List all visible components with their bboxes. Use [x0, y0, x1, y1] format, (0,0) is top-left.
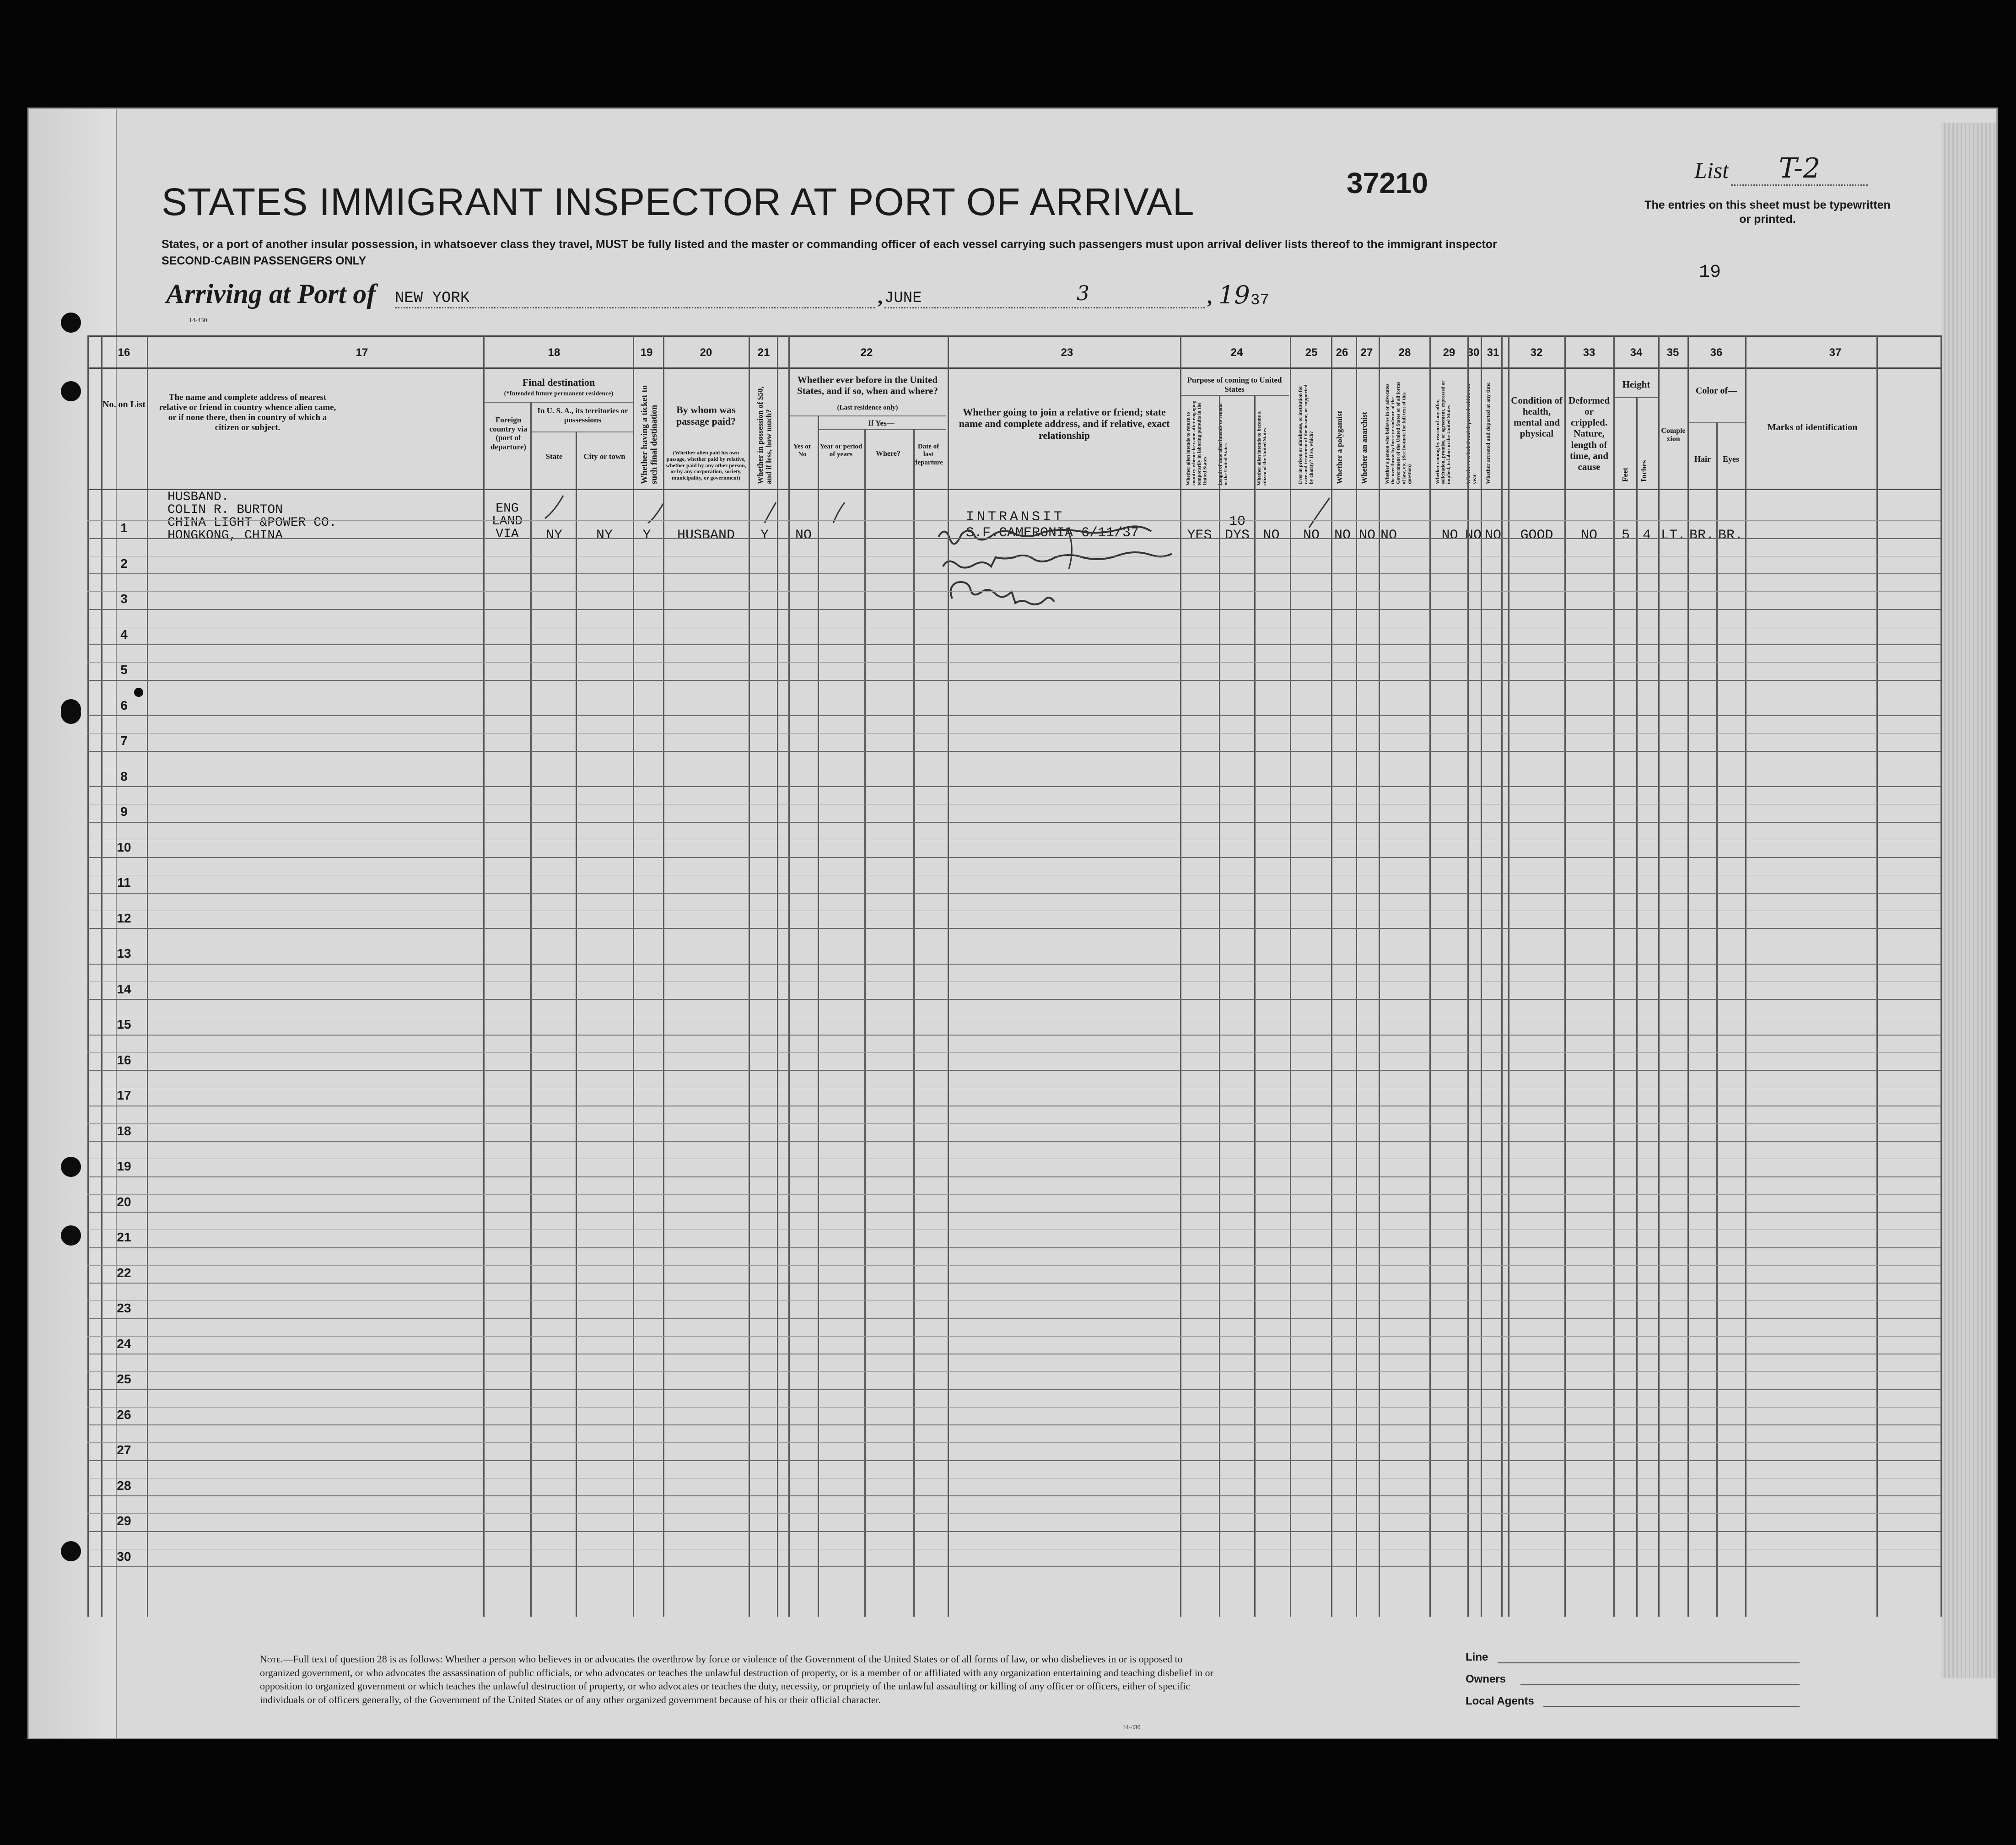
- grid-row-line: [87, 786, 1941, 787]
- col-num-21: 21: [757, 346, 770, 359]
- row-number: 8: [120, 769, 128, 783]
- header-height: Height: [1622, 379, 1650, 390]
- header-where: Where?: [876, 450, 900, 458]
- hair-value: BR.: [1689, 528, 1714, 543]
- row-number: 21: [117, 1230, 131, 1244]
- grid-row-rule: [87, 520, 1941, 521]
- feet-value: 5: [1621, 528, 1630, 543]
- header-yes-no: Yes or No: [793, 443, 812, 459]
- header-foreign-country: Foreign country via (port of departure): [489, 415, 528, 451]
- row-number: 1: [120, 521, 128, 535]
- grid-row-line: [87, 1212, 1941, 1213]
- grid-row-line: [87, 893, 1941, 894]
- row-number: 27: [117, 1443, 131, 1457]
- header-overthrow: Whether a person who believes in or advocates the overthrow by force or violence of the Government of the United States or of all forms of law, etc. (See footnote for full text of this question): [1385, 382, 1412, 484]
- header-arrested: Whether arrested and deported at any time: [1485, 382, 1491, 484]
- row-number: 3: [120, 592, 128, 606]
- offer-value: NO: [1441, 528, 1458, 543]
- ticket-value: Y: [642, 528, 651, 543]
- row-number: 29: [117, 1514, 131, 1528]
- row-number: 25: [117, 1372, 131, 1386]
- eyes-value: BR.: [1718, 528, 1743, 543]
- row-number: 22: [117, 1265, 131, 1280]
- line-signature-rule: [1498, 1662, 1800, 1663]
- row-number: 10: [117, 840, 131, 854]
- sheet-number: 19: [1699, 262, 1721, 283]
- col-num-27: 27: [1360, 346, 1373, 359]
- grid-row-line: [87, 1035, 1941, 1036]
- col-num-37: 37: [1829, 346, 1842, 359]
- typewritten-note: The entries on this sheet must be typewritten or printed.: [1644, 199, 1891, 226]
- row-number: 2: [120, 556, 128, 571]
- col-num-22: 22: [860, 346, 873, 359]
- grid-column-line: [1254, 395, 1256, 1617]
- year-suffix: 37: [1251, 292, 1269, 309]
- page-edges: [1941, 123, 1996, 1678]
- tick-mark: [540, 491, 595, 523]
- col-num-17: 17: [356, 346, 368, 359]
- header-feet: Feet: [1621, 467, 1629, 482]
- form-title: STATES IMMIGRANT INSPECTOR AT PORT OF ARRIVAL: [162, 180, 1195, 223]
- grid-row-line: [87, 857, 1941, 858]
- grid-column-line: [913, 429, 915, 1617]
- relative-address: [167, 491, 337, 542]
- grid-row-line: [87, 573, 1941, 574]
- grid-row-line: [87, 964, 1941, 965]
- fifty-value: Y: [760, 528, 769, 543]
- header-final-sublabel: (*Intended future permanent residence): [504, 390, 614, 397]
- col-num-25: 25: [1305, 346, 1318, 359]
- day-value: 3: [1077, 282, 1089, 305]
- grid-row-rule: [87, 1513, 1941, 1514]
- header-final-destination: Final destination: [522, 377, 595, 388]
- col-num-35: 35: [1666, 346, 1679, 359]
- grid-column-line: [530, 402, 532, 1617]
- header-inches: Inches: [1639, 460, 1648, 482]
- col-num-29: 29: [1443, 346, 1455, 359]
- grid-row-line: [87, 1424, 1941, 1425]
- grid-row-line: [87, 1460, 1941, 1461]
- header-excluded: Whether excluded and deported within one year: [1465, 383, 1478, 484]
- overthrow-value: NO: [1380, 528, 1397, 543]
- row-number: 6: [120, 698, 128, 712]
- row-number: 17: [117, 1088, 131, 1102]
- grid-row-line: [87, 609, 1941, 610]
- grid-row-line: [87, 751, 1941, 752]
- col-num-19: 19: [640, 346, 653, 359]
- manifest-table: [87, 335, 1941, 1617]
- grid-row-line: [87, 644, 1941, 645]
- grid-row-line: [87, 538, 1941, 539]
- col-num-33: 33: [1583, 346, 1596, 359]
- stamp-number: 37210: [1347, 167, 1428, 200]
- row-number: 30: [117, 1549, 131, 1564]
- row-number: 4: [120, 627, 128, 642]
- foreign-line: LAND: [491, 514, 523, 529]
- row-number: 15: [117, 1017, 131, 1031]
- col-num-34: 34: [1630, 346, 1643, 359]
- col-num-18: 18: [548, 346, 561, 359]
- col-num-23: 23: [1061, 346, 1073, 359]
- grid-row-rule: [87, 1300, 1941, 1301]
- header-ever-before: Whether ever before in the United States, and if so, when and where?: [797, 374, 938, 397]
- join-line2: S.F.CAMERONIA 6/11/37: [966, 525, 1139, 541]
- tick-mark: [824, 496, 861, 532]
- grid-column-line: [1941, 335, 1942, 1617]
- foreign-line: VIA: [496, 527, 519, 541]
- header-paid-by-sub: (Whether alien paid his own passage, whether paid by relative, whether paid by any other person, or by any corporation, society, municipality, or government): [666, 449, 746, 481]
- header-eyes: Eyes: [1723, 454, 1739, 464]
- purpose-value: YES: [1187, 528, 1212, 543]
- binder-hole: [61, 313, 81, 333]
- row-number: 18: [117, 1123, 131, 1138]
- owners-signature-rule: [1520, 1684, 1800, 1685]
- row-number: 13: [117, 946, 131, 960]
- row-number: 28: [117, 1478, 131, 1493]
- header-offer: Whether coming by reason of any offer, solicitation, promise, or agreement, expressed or implied, to labor in the United States: [1435, 380, 1452, 484]
- grid-row-line: [87, 822, 1941, 823]
- col-num-30: 30: [1467, 346, 1480, 359]
- grid-row-rule: [87, 733, 1941, 734]
- join-line1: INTRANSIT: [966, 509, 1065, 525]
- month-value: JUNE: [884, 290, 1205, 308]
- grid-row-rule: [87, 591, 1941, 592]
- grid-row-rule: [87, 1052, 1941, 1053]
- grid-column-line: [818, 415, 819, 1617]
- port-value: NEW YORK: [395, 290, 875, 308]
- grid-row-rule: [87, 662, 1941, 663]
- col-num-32: 32: [1530, 346, 1543, 359]
- prison-value: NO: [1303, 528, 1320, 543]
- foreign-country-value: [485, 502, 529, 541]
- polygamist-value: NO: [1334, 528, 1351, 543]
- grid-row-rule: [87, 1123, 1941, 1124]
- grid-row-line: [87, 1495, 1941, 1496]
- relative-line: CHINA LIGHT &POWER CO.: [167, 516, 337, 530]
- grid-row-line: [87, 1566, 1941, 1567]
- header-purpose: Purpose of coming to United States: [1187, 376, 1282, 394]
- footnote: [260, 1652, 1221, 1707]
- header-marks: Marks of identification: [1767, 422, 1858, 432]
- header-join-relative: Whether going to join a relative or friend; state name and complete address, and if relative, exact relationship: [959, 406, 1170, 441]
- header-polygamist: Whether a polygamist: [1335, 410, 1344, 484]
- grid-row-line: [87, 928, 1941, 929]
- col-num-28: 28: [1398, 346, 1411, 359]
- grid-row-rule: [87, 1371, 1941, 1372]
- header-anarchist: Whether an anarchist: [1360, 411, 1369, 484]
- binder-hole: [61, 704, 81, 724]
- grid-column-line: [1636, 397, 1638, 1617]
- row-number: 20: [117, 1194, 131, 1209]
- list-label: List: [1694, 157, 1729, 183]
- header-complexion: Complexion: [1661, 427, 1686, 443]
- row-number: 7: [120, 734, 128, 748]
- row-number: 14: [117, 982, 131, 996]
- state-value: NY: [545, 528, 562, 543]
- grid-row-rule: [87, 1407, 1941, 1408]
- binder-hole: [61, 381, 81, 401]
- header-in-usa: In U. S. A., its territories or possessions: [537, 406, 628, 424]
- agents-signature-rule: [1543, 1706, 1800, 1707]
- header-date-last: Date of last departure: [914, 443, 943, 466]
- header-health: Condition of health, mental and physical: [1511, 395, 1563, 439]
- col-num-16: 16: [118, 346, 130, 359]
- grid-row-rule: [87, 1265, 1941, 1266]
- grid-row-rule: [87, 1442, 1941, 1443]
- header-relative: The name and complete address of nearest relative or friend in country whence alien came, or if none there, then in country of which a citizen or subject.: [159, 393, 336, 432]
- col-num-20: 20: [700, 346, 712, 359]
- header-period: Year or period of years: [819, 443, 862, 459]
- row-number: 9: [120, 804, 128, 819]
- footnote-label: Note.: [260, 1653, 283, 1665]
- grid-column-line: [864, 429, 866, 1617]
- footnote-text: —Full text of question 28 is as follows: Whether a person who believes in or advocates the overthrow by force or violence of the Government of the United States or of all forms of law, or who disbelieves in or is opposed to organized government, or who advocates the assassination of public officials, or who advocates or teaches the unlawful destruction of property, or is a member of or affiliated with any organization entertaining and teaching disbelief in or opposition to organized government or which teaches the unlawful destruction of property, or who advocates or teaches the duty, necessity, or propriety of the unlawful assaulting or killing of any officer or officers, either of specific individuals or of officers generally, of the Government of the United States or of any other organized government because of his or their official character.: [260, 1653, 1213, 1706]
- handwritten-annotation: [929, 509, 1240, 615]
- line-label: Line: [1466, 1651, 1488, 1663]
- manifest-sheet: STATES IMMIGRANT INSPECTOR AT PORT OF ARRIVAL 37210 List T-2 The entries on this sheet must be typewritten or printed. States, or a port of another insular possession, in whatsoever class they travel, MUST be fully listed and the master or commanding officer of each vessel carrying such passengers must upon arrival deliver lists thereof to the immigrant inspector SECOND-CABIN PASSENGERS ONLY 19 Arriving at Port of NEW YORK , JUNE 3 , 19 37 14-430 16 17 18 19 20 21 22 23 24 25 26 27 28 29 30 31 32 33 34 35 36 37 No. on List The name and complete address of nearest relative or friend in country whence alien came, or if none there, then in country of which a citizen or subject. Final destination (*Intended future permanent residence) Foreign country via (port of departure) In U. S. A., its territories or possessions State City or town Whether having a ticket to such final destination By whom was passage paid? (Whether alien paid his own passage, whether paid by relative, whether paid by any other person, or by any corporation, society, municipality, or government) Whether in possession of $50, and if less, how much? Whether ever before in the United States, and if so, when and where? (Last residence only) Yes or No If Yes— Year or period of years Where? Date of last departure Whether going to join a relative or friend; state name and complete address, and if relative, exact relationship Purpose of coming to United States Whether alien intends to return to country whence he came after engaging temporarily in laboring pursuits in the United States Length of time alien intends to remain in the United States Whether alien intends to become a citizen of the United States Ever in prison or almshouse, or institution for care and treatment of the insane, or supported by charity? If so, which? Whether a polygamist Whether an anarchist Whether a person who believes in or advocates the overthrow by force or violence of the Government of the United States or of all forms of law, etc. (See footnote for full text of this question) Whether coming by reason of any offer, solicitation, promise, or agreement, expressed or implied, to labor in the United States Whether excluded and deported within one year Whether arrested and deported at any time Condition of health, mental and physical Deformed or crippled. Nature, length of time, and cause Height Feet Inches Complexion Color of— Hair Eyes Marks of identification 1 2 3 4 5 6 7 8 9 10 11 12 13 14 15 16 17 18 19 20 21 22 23 24 25 26 27 28 29 30 HUSBAND. COLIN R. BURTON CHINA LIGHT &POWER CO. HONGKONG, CHINA ENG LAND VIA NY NY Y HUSBAND Y NO INTRANSIT S.F.CAMERONIA 6/11/37 YES 10 DYS NO NO NO NO NO NO NO NO GOOD NO 5 4 LT. BR. BR. Note.—Full text of question 28 is as follows: Whether a person who believes in or advocates the overthrow by force or violence of the Government of the United States or of all forms of law, or who disbelieves in or is opposed to organized government, or who advocates the assassination of public officials, or who advocates or teaches the unlawful destruction of property, or is a member of or affiliated with any organization entertaining and teaching disbelief in or opposition to organized government or which teaches the unlawful destruction of property, or who advocates or teaches the duty, necessity, or propriety of the unlawful assaulting or killing of any officer or officers, either of specific individuals or of officers generally, of the Government of the United States or of any other organized government because of his or their official character. 14-430 Line Owners Local Agents: [27, 108, 1998, 1739]
- agents-label: Local Agents: [1466, 1695, 1534, 1707]
- list-value: T-2: [1731, 152, 1868, 186]
- col-num-24: 24: [1230, 346, 1243, 359]
- grid-row-line: [87, 1389, 1941, 1390]
- relative-line: HUSBAND.: [167, 490, 229, 504]
- binder-hole: [61, 1541, 81, 1561]
- complexion-value: LT.: [1660, 528, 1686, 543]
- grid-row-rule: [87, 1336, 1941, 1337]
- header-no-on-list: No. on List: [102, 399, 146, 410]
- header-deformed: Deformed or crippled. Nature, length of time, and cause: [1569, 395, 1610, 472]
- row-number: 26: [117, 1407, 131, 1422]
- length-unit: DYS: [1224, 528, 1250, 543]
- header-fifty-dollars: Whether in possession of $50, and if less, how much?: [756, 386, 773, 484]
- grid-row-rule: [87, 1194, 1941, 1195]
- form-ref-small: 14-430: [189, 317, 207, 324]
- row-number: 5: [120, 663, 128, 677]
- row-number: 19: [117, 1159, 131, 1173]
- header-city: City or town: [583, 452, 625, 461]
- grid-row-line: [87, 1247, 1941, 1248]
- owners-label: Owners: [1466, 1673, 1506, 1685]
- row-number: 24: [117, 1336, 131, 1351]
- grid-row-line: [87, 1531, 1941, 1532]
- binder-hole: [61, 1225, 81, 1246]
- col-num-31: 31: [1487, 346, 1499, 359]
- header-prison: Ever in prison or almshouse, or institution for care and treatment of the insane, or supported by charity? If so, which?: [1298, 384, 1315, 484]
- arriving-label: Arriving at Port of: [166, 279, 376, 309]
- col-num-26: 26: [1336, 346, 1348, 359]
- anarchist-value: NO: [1358, 528, 1375, 543]
- length-number: 10: [1229, 514, 1245, 529]
- instruction-text: States, or a port of another insular possession, in whatsoever class they travel, MUST be fully listed and the master or commanding officer of each vessel carrying such passengers must upon arrival deliver lists thereof to the immigrant inspector: [162, 238, 1497, 251]
- form-ref-footer: 14-430: [1122, 1724, 1141, 1731]
- deformed-value: NO: [1580, 528, 1597, 543]
- row-number: 11: [117, 875, 131, 890]
- grid-row-line: [87, 1141, 1941, 1142]
- relative-line: HONGKONG, CHINA: [167, 529, 283, 543]
- relative-line: COLIN R. BURTON: [167, 503, 283, 517]
- header-paid-by: By whom was passage paid?: [676, 404, 736, 427]
- year-prefix: 19: [1218, 281, 1250, 309]
- inches-value: 4: [1642, 528, 1651, 543]
- class-line: SECOND-CABIN PASSENGERS ONLY: [162, 254, 367, 267]
- header-color-of: Color of—: [1695, 386, 1737, 396]
- header-if-yes: If Yes—: [868, 419, 895, 427]
- header-purpose-b: Length of time alien intends to remain in the United States: [1218, 403, 1229, 486]
- header-ticket: Whether having a ticket to such final destination: [640, 385, 659, 484]
- grid-row-line: [87, 715, 1941, 716]
- header-purpose-c: Whether alien intends to become a citizen of the United States: [1256, 411, 1268, 486]
- header-state: State: [545, 452, 563, 461]
- citizen-value: NO: [1263, 528, 1280, 543]
- tick-mark: [1304, 493, 1341, 534]
- city-value: NY: [596, 528, 613, 543]
- arrested-value: NO: [1484, 528, 1501, 543]
- grid-row-line: [87, 680, 1941, 681]
- header-ever-before-sub: (Last residence only): [837, 404, 898, 411]
- binder-hole: [61, 1157, 81, 1177]
- col-num-36: 36: [1710, 346, 1723, 359]
- ever-before-value: NO: [795, 528, 812, 543]
- grid-row-line: [87, 1176, 1941, 1177]
- grid-row-line: [87, 1318, 1941, 1319]
- health-value: GOOD: [1520, 528, 1553, 543]
- excluded-value: NO: [1465, 528, 1482, 543]
- grid-row-line: [87, 999, 1941, 1000]
- header-hair: Hair: [1694, 454, 1711, 464]
- grid-row-line: [87, 1070, 1941, 1071]
- grid-row-line: [87, 1283, 1941, 1284]
- foreign-line: ENG: [496, 502, 519, 516]
- tick-mark: [643, 498, 680, 530]
- row-number: 16: [117, 1052, 131, 1067]
- grid-column-line: [1219, 395, 1220, 1617]
- grid-column-line: [1716, 422, 1718, 1617]
- row-number: 23: [117, 1301, 131, 1315]
- header-purpose-a: Whether alien intends to return to country whence he came after engaging temporarily in laboring pursuits in the United States: [1186, 400, 1208, 486]
- row-number: 12: [117, 911, 131, 925]
- paid-by-value: HUSBAND: [677, 528, 735, 543]
